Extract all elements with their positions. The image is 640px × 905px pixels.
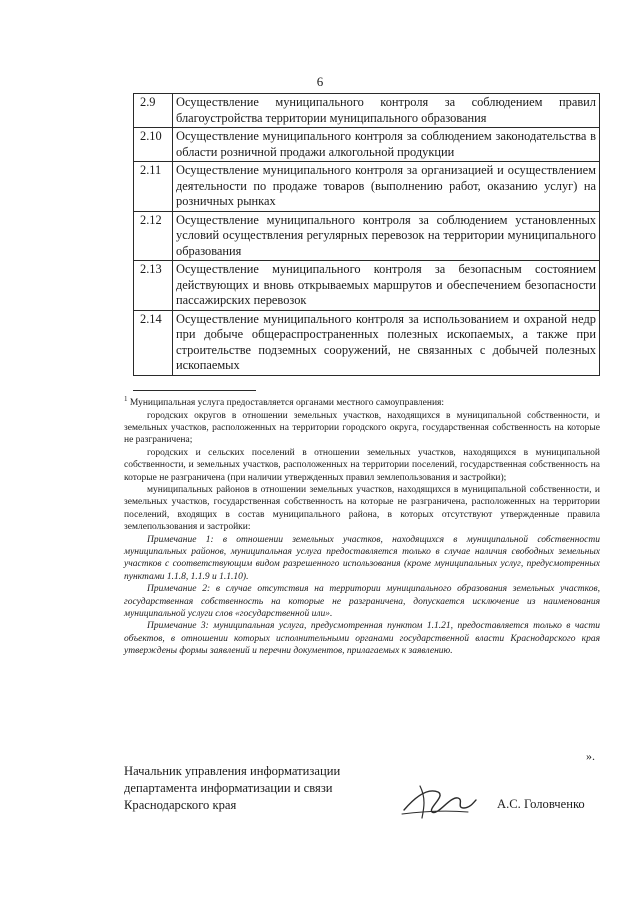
table-row bbox=[134, 211, 600, 261]
footnote-item-settlements: городских и сельских поселений в отношении земельных участков, находящихся в муниципальной собственности, и земельных участков, расположенных на территории поселений, государственная собственность на которые не разграничена (при наличии утвержденных правил землепользования и застройки); bbox=[124, 447, 600, 483]
footnote-note-2: Примечание 2: в случае отсутствия на территории муниципального образования земельных участков, государственная собственность на которые не разграничена, допускается исключение из наименования муниципальной услуги слов «государственной или». bbox=[124, 584, 600, 620]
row-service-name: Осуществление муниципального контроля за соблюдением правил благоустройства территории муниципального образования bbox=[173, 94, 600, 128]
row-service-name: Осуществление муниципального контроля за соблюдением законодательства в области розничной продажи алкогольной продукции bbox=[173, 128, 600, 162]
row-service-name: Осуществление муниципального контроля за соблюдением установленных условий осуществления регулярных перевозок на территории муниципального образования bbox=[173, 211, 600, 261]
row-number: 2.9 bbox=[134, 94, 173, 128]
footnote-note-1: Примечание 1: в отношении земельных участков, находящихся в муниципальной собственности муниципальных районов, муниципальная услуга предоставляется только в случае наличия свободных земельных участков с соответствующим видом разрешенного использования (кроме муниципальных услуг, предусмотренных пунктами 1.1.8, 1.1.9 и 1.1.10). bbox=[124, 534, 600, 582]
row-number: 2.12 bbox=[134, 211, 173, 261]
signatory-position-line: Краснодарского края bbox=[124, 798, 237, 812]
signatory-name: А.С. Головченко bbox=[497, 797, 585, 811]
services-table bbox=[133, 93, 600, 376]
row-service-name: Осуществление муниципального контроля за организацией и осуществлением деятельности по продаже товаров (выполнению работ, оказанию услуг) на розничных рынках bbox=[173, 162, 600, 212]
row-number: 2.14 bbox=[134, 310, 173, 375]
footnote-separator bbox=[133, 390, 256, 391]
row-service-name: Осуществление муниципального контроля за безопасным состоянием действующих и вновь открываемых маршрутов и обеспечением безопасности пассажирских перевозок bbox=[173, 261, 600, 311]
table-row bbox=[134, 162, 600, 212]
row-number: 2.11 bbox=[134, 162, 173, 212]
closing-quote-mark: ». bbox=[586, 749, 595, 763]
table-row bbox=[134, 94, 600, 128]
footnote-marker: 1 bbox=[124, 395, 128, 403]
page-number: 6 bbox=[316, 74, 324, 89]
footnote-item-city-districts: городских округов в отношении земельных участков, находящихся в муниципальной собственности, и земельных участков, расположенных на территории городского округа, государственная собственность на которые не разграничена; bbox=[124, 410, 600, 446]
footnote-item-municipal-districts: муниципальных районов в отношении земельных участков, находящихся в муниципальной собственности, и земельных участков, государственная собственность на которые не разграничена, расположенных на территории поселений, входящих в состав муниципального района, в которых отсутствуют утвержденные правила землепользования и застройки: bbox=[124, 485, 600, 533]
signatory-position-line: Начальник управления информатизации bbox=[124, 764, 341, 778]
row-service-name: Осуществление муниципального контроля за использованием и охраной недр при добыче общераспространенных полезных ископаемых, а также при строительстве подземных сооружений, не связанных с добычей полезных ископаемых bbox=[173, 310, 600, 375]
signatory-position bbox=[124, 763, 340, 814]
footnote-note-3: Примечание 3: муниципальная услуга, предусмотренная пунктом 1.1.21, предоставляется только в части объектов, в отношении которых исполнительными органами государственной власти Краснодарского края утверждены формы заявлений и перечни документов, прилагаемых к заявлению. bbox=[124, 621, 600, 657]
signatory-position-line: департамента информатизации и связи bbox=[124, 781, 333, 795]
table-row bbox=[134, 310, 600, 375]
row-number: 2.10 bbox=[134, 128, 173, 162]
footnote-intro: $^1$ Муниципальная услуга предоставляется органами местного самоуправления: bbox=[124, 395, 445, 409]
table-row bbox=[134, 128, 600, 162]
row-number: 2.13 bbox=[134, 261, 173, 311]
table-row bbox=[134, 261, 600, 311]
footnotes bbox=[124, 393, 600, 658]
handwritten-signature bbox=[398, 778, 478, 822]
